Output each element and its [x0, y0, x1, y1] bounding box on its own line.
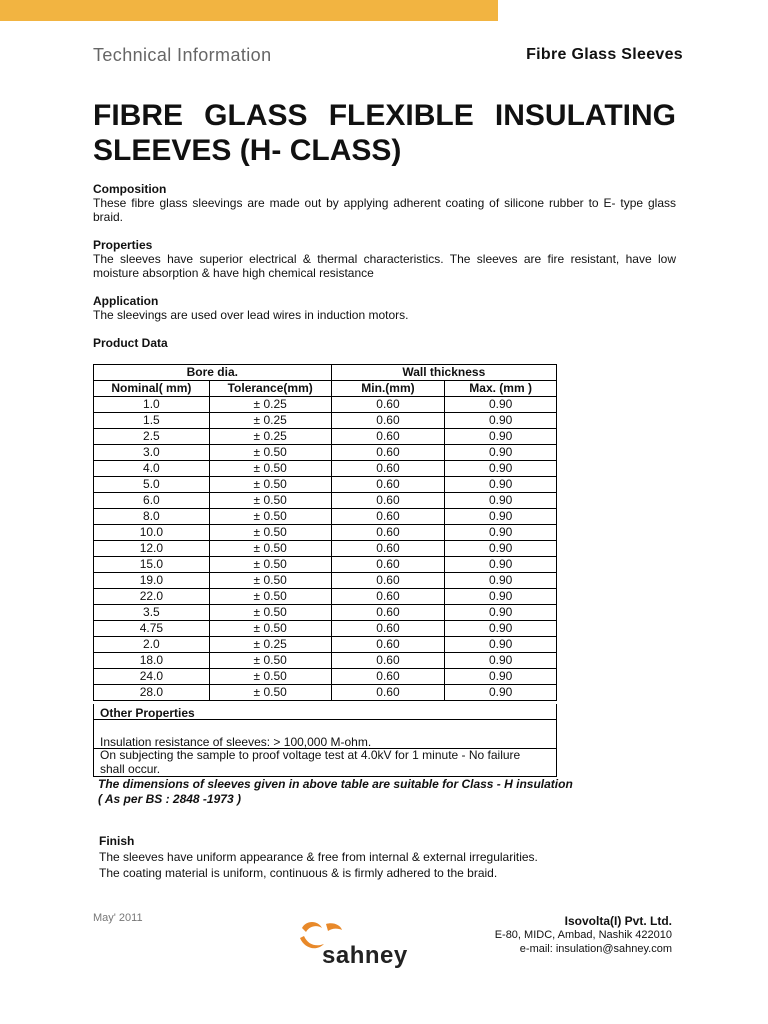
cell-max: 0.90	[445, 557, 557, 573]
cell-tolerance: ± 0.50	[209, 445, 331, 461]
table-row	[94, 637, 557, 653]
cell-tolerance: ± 0.50	[209, 509, 331, 525]
cell-tolerance: ± 0.50	[209, 589, 331, 605]
cell-nominal: 6.0	[94, 493, 210, 509]
cell-nominal: 4.75	[94, 621, 210, 637]
finish-section	[99, 833, 538, 881]
table-group-header-row	[94, 365, 557, 381]
product-data-table	[93, 364, 557, 701]
cell-min: 0.60	[331, 541, 445, 557]
cell-nominal: 3.0	[94, 445, 210, 461]
cell-max: 0.90	[445, 525, 557, 541]
table-row	[94, 477, 557, 493]
table-row	[94, 509, 557, 525]
application-text: The sleevings are used over lead wires in induction motors.	[93, 308, 409, 322]
cell-min: 0.60	[331, 525, 445, 541]
column-header-max: Max. (mm )	[445, 381, 557, 397]
cell-tolerance: ± 0.50	[209, 541, 331, 557]
table-row	[94, 493, 557, 509]
cell-max: 0.90	[445, 605, 557, 621]
insulation-resistance-text: Insulation resistance of sleeves: > 100,000 M-ohm.	[100, 735, 372, 749]
cell-max: 0.90	[445, 509, 557, 525]
table-row	[94, 413, 557, 429]
cell-min: 0.60	[331, 397, 445, 413]
cell-max: 0.90	[445, 573, 557, 589]
class-h-note	[98, 777, 573, 807]
cell-tolerance: ± 0.25	[209, 637, 331, 653]
cell-max: 0.90	[445, 685, 557, 701]
cell-min: 0.60	[331, 589, 445, 605]
cell-tolerance: ± 0.50	[209, 573, 331, 589]
cell-tolerance: ± 0.50	[209, 461, 331, 477]
cell-min: 0.60	[331, 621, 445, 637]
table-row	[94, 573, 557, 589]
note-line-2: ( As per BS : 2848 -1973 )	[98, 792, 241, 806]
cell-nominal: 19.0	[94, 573, 210, 589]
cell-tolerance: ± 0.50	[209, 525, 331, 541]
cell-min: 0.60	[331, 573, 445, 589]
cell-nominal: 1.0	[94, 397, 210, 413]
cell-max: 0.90	[445, 669, 557, 685]
document-title: FIBRE GLASS FLEXIBLE INSULATING SLEEVES (H- CLASS)	[93, 99, 676, 167]
table-body	[94, 397, 557, 701]
cell-nominal: 22.0	[94, 589, 210, 605]
cell-max: 0.90	[445, 637, 557, 653]
cell-max: 0.90	[445, 445, 557, 461]
properties-text: The sleeves have superior electrical & thermal characteristics. The sleeves are fire resistant, have low moisture absorption & have high chemical resistance	[93, 252, 676, 280]
cell-min: 0.60	[331, 669, 445, 685]
cell-nominal: 4.0	[94, 461, 210, 477]
sahney-logo	[298, 918, 433, 972]
finish-heading: Finish	[99, 834, 135, 848]
properties-section	[93, 238, 676, 280]
cell-min: 0.60	[331, 413, 445, 429]
cell-max: 0.90	[445, 653, 557, 669]
table-row	[94, 653, 557, 669]
company-block	[495, 914, 672, 956]
table-row	[94, 525, 557, 541]
table-row	[94, 589, 557, 605]
table-row	[94, 669, 557, 685]
application-heading: Application	[93, 294, 159, 308]
cell-min: 0.60	[331, 653, 445, 669]
cell-nominal: 1.5	[94, 413, 210, 429]
cell-nominal: 12.0	[94, 541, 210, 557]
table-row	[94, 605, 557, 621]
cell-min: 0.60	[331, 461, 445, 477]
table-row	[94, 541, 557, 557]
cell-tolerance: ± 0.25	[209, 397, 331, 413]
cell-max: 0.90	[445, 397, 557, 413]
cell-tolerance: ± 0.50	[209, 493, 331, 509]
header-technical-information: Technical Information	[93, 45, 272, 65]
cell-nominal: 2.5	[94, 429, 210, 445]
group-header-bore: Bore dia.	[94, 365, 332, 381]
cell-min: 0.60	[331, 477, 445, 493]
table-row	[94, 397, 557, 413]
top-accent-bar	[0, 0, 498, 21]
composition-section	[93, 182, 676, 224]
cell-min: 0.60	[331, 445, 445, 461]
cell-tolerance: ± 0.50	[209, 669, 331, 685]
cell-max: 0.90	[445, 429, 557, 445]
column-header-nominal: Nominal( mm)	[94, 381, 210, 397]
cell-nominal: 10.0	[94, 525, 210, 541]
cell-tolerance: ± 0.25	[209, 429, 331, 445]
cell-tolerance: ± 0.50	[209, 685, 331, 701]
cell-nominal: 8.0	[94, 509, 210, 525]
application-section	[93, 294, 676, 322]
cell-nominal: 15.0	[94, 557, 210, 573]
cell-min: 0.60	[331, 509, 445, 525]
cell-max: 0.90	[445, 493, 557, 509]
composition-text: These fibre glass sleevings are made out by applying adherent coating of silicone rubber to E- type glass braid.	[93, 196, 676, 224]
cell-nominal: 18.0	[94, 653, 210, 669]
table-row	[94, 621, 557, 637]
cell-max: 0.90	[445, 413, 557, 429]
cell-tolerance: ± 0.50	[209, 605, 331, 621]
cell-max: 0.90	[445, 461, 557, 477]
table-row	[94, 557, 557, 573]
column-header-tolerance: Tolerance(mm)	[209, 381, 331, 397]
cell-max: 0.90	[445, 589, 557, 605]
table-column-header-row	[94, 381, 557, 397]
company-name: Isovolta(I) Pvt. Ltd.	[564, 914, 672, 928]
finish-line-1: The sleeves have uniform appearance & free from internal & external irregularities.	[99, 850, 538, 864]
properties-heading: Properties	[93, 238, 153, 252]
cell-tolerance: ± 0.25	[209, 413, 331, 429]
cell-tolerance: ± 0.50	[209, 621, 331, 637]
cell-max: 0.90	[445, 541, 557, 557]
cell-tolerance: ± 0.50	[209, 557, 331, 573]
company-email: e-mail: insulation@sahney.com	[519, 943, 672, 955]
other-properties-box	[93, 704, 557, 777]
other-properties-heading: Other Properties	[100, 706, 195, 720]
cell-max: 0.90	[445, 477, 557, 493]
note-line-1: The dimensions of sleeves given in above table are suitable for Class - H insulation	[98, 777, 573, 791]
composition-heading: Composition	[93, 182, 167, 196]
group-header-wall: Wall thickness	[331, 365, 556, 381]
table-row	[94, 429, 557, 445]
cell-min: 0.60	[331, 429, 445, 445]
cell-min: 0.60	[331, 637, 445, 653]
sahney-logo-text: sahney	[322, 942, 408, 969]
cell-tolerance: ± 0.50	[209, 653, 331, 669]
proof-voltage-text: On subjecting the sample to proof voltage test at 4.0kV for 1 minute - No failure shall occur.	[100, 748, 521, 776]
cell-nominal: 28.0	[94, 685, 210, 701]
product-data-heading: Product Data	[93, 336, 168, 350]
cell-min: 0.60	[331, 605, 445, 621]
finish-line-2: The coating material is uniform, continuous & is firmly adhered to the braid.	[99, 866, 498, 880]
table-row	[94, 445, 557, 461]
cell-min: 0.60	[331, 685, 445, 701]
footer-date: May' 2011	[93, 912, 143, 924]
company-address: E-80, MIDC, Ambad, Nashik 422010	[494, 929, 672, 941]
divider	[94, 719, 556, 720]
cell-nominal: 5.0	[94, 477, 210, 493]
header-product-name: Fibre Glass Sleeves	[526, 46, 683, 63]
cell-max: 0.90	[445, 621, 557, 637]
cell-min: 0.60	[331, 493, 445, 509]
table-row	[94, 461, 557, 477]
column-header-min: Min.(mm)	[331, 381, 445, 397]
cell-nominal: 3.5	[94, 605, 210, 621]
table-row	[94, 685, 557, 701]
cell-nominal: 24.0	[94, 669, 210, 685]
cell-min: 0.60	[331, 557, 445, 573]
cell-nominal: 2.0	[94, 637, 210, 653]
cell-tolerance: ± 0.50	[209, 477, 331, 493]
